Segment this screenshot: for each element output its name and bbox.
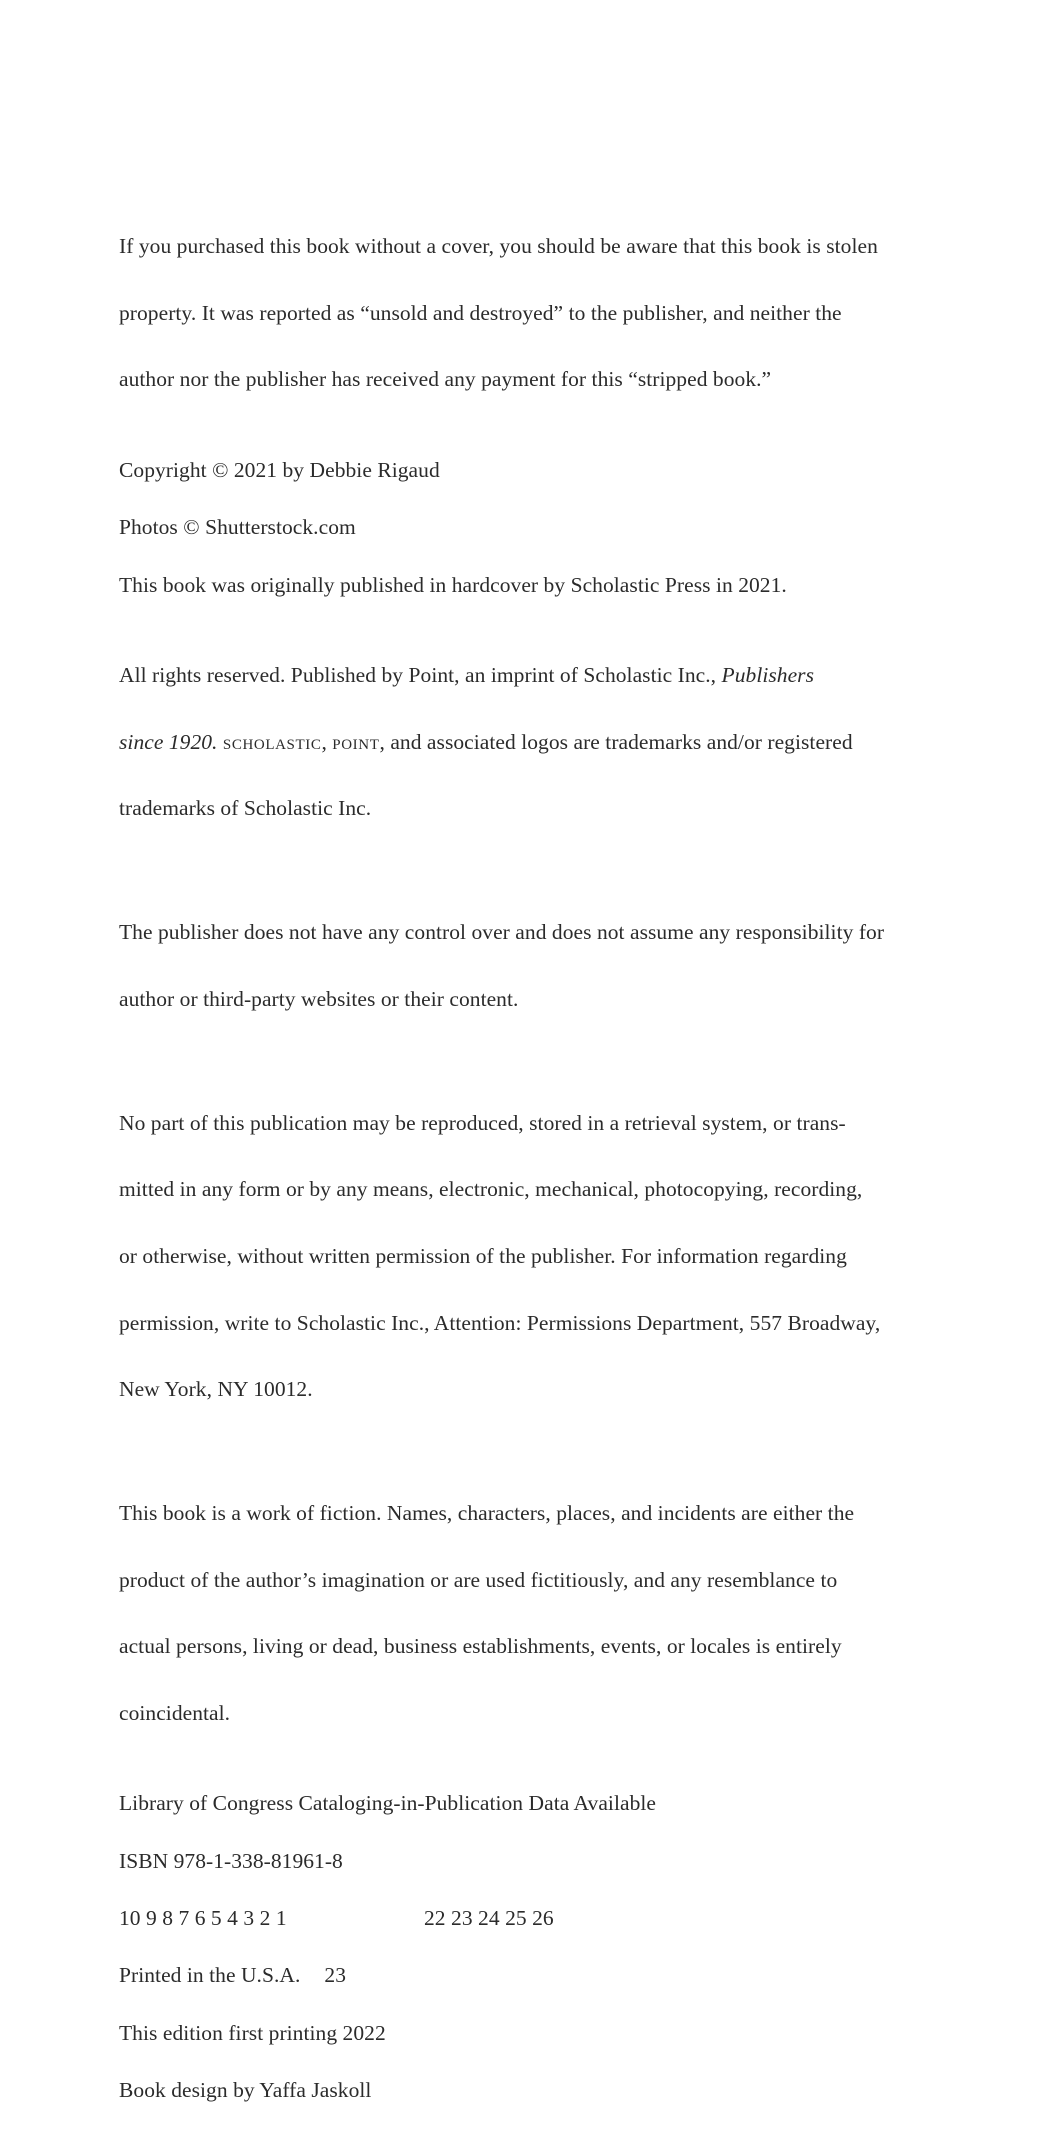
- rights-line-2: [119, 726, 939, 759]
- control-line: author or third-party websites or their content.: [119, 986, 519, 1011]
- reproduction-line: or otherwise, without written permission of the publisher. For information regarding: [119, 1244, 847, 1269]
- reproduction-line: No part of this publication may be reproduced, stored in a retrieval system, or trans-: [119, 1110, 846, 1135]
- control-line: The publisher does not have any control over and does not assume any responsibility for: [119, 920, 885, 945]
- notice-line: property. It was reported as “unsold and destroyed” to the publisher, and neither the: [119, 300, 842, 325]
- original-publication-note: This book was originally published in hardcover by Scholastic Press in 2021.: [119, 572, 787, 597]
- edition-note: This edition first printing 2022: [119, 2020, 386, 2045]
- reproduction-line: mitted in any form or by any means, electronic, mechanical, photocopying, recording,: [119, 1177, 863, 1202]
- publishers-italic: Publishers: [721, 663, 815, 688]
- rights-suffix: , and associated logos are trademarks and/or registered: [379, 729, 853, 754]
- since-italic: since 1920.: [119, 729, 218, 754]
- library-of-congress-note: Library of Congress Cataloging-in-Publication Data Available: [119, 1791, 656, 1816]
- printing-number-sequence: 10 9 8 7 6 5 4 3 2 1: [119, 1906, 287, 1931]
- printing-line: [119, 1902, 939, 1935]
- reproduction-line: permission, write to Scholastic Inc., Attention: Permissions Department, 557 Broadway,: [119, 1310, 881, 1335]
- rights-prefix: All rights reserved. Published by Point, an imprint of Scholastic Inc.,: [119, 663, 722, 688]
- fiction-line: coincidental.: [119, 1700, 231, 1725]
- rights-statement: [119, 626, 939, 859]
- rights-line-3: trademarks of Scholastic Inc.: [119, 796, 372, 821]
- fiction-line: product of the author’s imagination or are used fictitiously, and any resemblance to: [119, 1567, 838, 1592]
- publisher-control-disclaimer: [119, 883, 939, 1049]
- rights-line-1: [119, 659, 939, 692]
- notice-line: author nor the publisher has received any payment for this “stripped book.”: [119, 367, 772, 392]
- fiction-line: This book is a work of fiction. Names, characters, places, and incidents are either the: [119, 1501, 855, 1526]
- photos-credit: Photos © Shutterstock.com: [119, 515, 356, 540]
- printing-year-sequence: 22 23 24 25 26: [424, 1906, 554, 1931]
- printed-in-line: [119, 1959, 939, 1992]
- fiction-line: actual persons, living or dead, business establishments, events, or locales is entirely: [119, 1634, 842, 1659]
- isbn: ISBN 978-1-338-81961-8: [119, 1848, 343, 1873]
- copyright-line: Copyright © 2021 by Debbie Rigaud: [119, 458, 440, 483]
- point-trademark: point: [332, 729, 380, 754]
- fiction-disclaimer: [119, 1464, 939, 1764]
- notice-line: If you purchased this book without a cover, you should be aware that this book is stolen: [119, 234, 878, 259]
- printed-country: Printed in the U.S.A.: [119, 1963, 301, 1988]
- reproduction-notice: [119, 1074, 939, 1440]
- reproduction-line: New York, NY 10012.: [119, 1377, 313, 1402]
- stripped-book-notice: [119, 197, 939, 430]
- book-design-credit: Book design by Yaffa Jaskoll: [119, 2077, 372, 2102]
- rights-comma: ,: [321, 729, 333, 754]
- copyright-text-block: [119, 197, 939, 2131]
- scholastic-trademark: scholastic: [222, 729, 322, 754]
- printer-code: 23: [324, 1963, 347, 1988]
